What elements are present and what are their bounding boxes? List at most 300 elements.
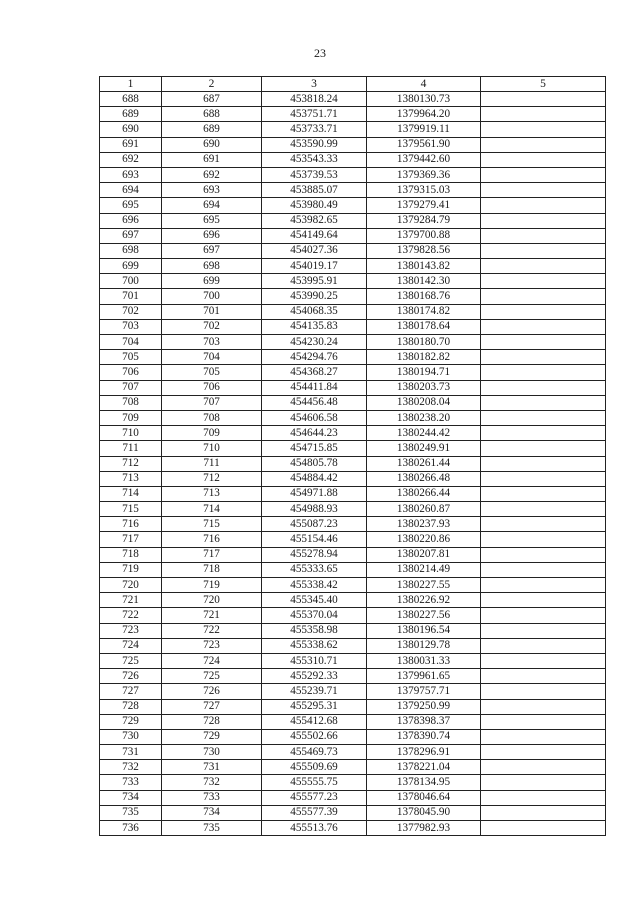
table-row bbox=[100, 243, 606, 258]
table-cell-col-2: 701 bbox=[162, 304, 262, 319]
table-cell-col-1: 733 bbox=[100, 775, 162, 790]
table-cell-col-3: 453590.99 bbox=[262, 137, 367, 152]
table-cell-col-2: 704 bbox=[162, 350, 262, 365]
table-cell-col-1: 701 bbox=[100, 289, 162, 304]
table-cell-col-5 bbox=[481, 122, 606, 137]
table-cell-col-5 bbox=[481, 365, 606, 380]
table-cell-col-4: 1378134.95 bbox=[367, 775, 481, 790]
table-cell-col-2: 693 bbox=[162, 183, 262, 198]
table-cell-col-3: 455087.23 bbox=[262, 517, 367, 532]
table-cell-col-5 bbox=[481, 137, 606, 152]
table-cell-col-1: 719 bbox=[100, 562, 162, 577]
table-cell-col-1: 731 bbox=[100, 745, 162, 760]
table-cell-col-5 bbox=[481, 532, 606, 547]
table-cell-col-4: 1379757.71 bbox=[367, 684, 481, 699]
table-row bbox=[100, 669, 606, 684]
table-row bbox=[100, 122, 606, 137]
table-cell-col-5 bbox=[481, 578, 606, 593]
table-cell-col-1: 691 bbox=[100, 137, 162, 152]
table-cell-col-1: 721 bbox=[100, 593, 162, 608]
table-cell-col-3: 455239.71 bbox=[262, 684, 367, 699]
table-cell-col-5 bbox=[481, 152, 606, 167]
table-cell-col-5 bbox=[481, 805, 606, 820]
table-cell-col-5 bbox=[481, 699, 606, 714]
table-cell-col-4: 1379961.65 bbox=[367, 669, 481, 684]
table-cell-col-2: 725 bbox=[162, 669, 262, 684]
table-cell-col-4: 1380226.92 bbox=[367, 593, 481, 608]
table-cell-col-3: 453751.71 bbox=[262, 107, 367, 122]
table-cell-col-4: 1380196.54 bbox=[367, 623, 481, 638]
table-row bbox=[100, 578, 606, 593]
table-cell-col-5 bbox=[481, 426, 606, 441]
table-cell-col-4: 1380031.33 bbox=[367, 653, 481, 668]
table-cell-col-1: 711 bbox=[100, 441, 162, 456]
table-cell-col-3: 455469.73 bbox=[262, 745, 367, 760]
table-cell-col-1: 706 bbox=[100, 365, 162, 380]
coordinates-table bbox=[99, 76, 606, 836]
table-cell-col-4: 1379700.88 bbox=[367, 228, 481, 243]
table-cell-col-2: 734 bbox=[162, 805, 262, 820]
table-cell-col-3: 453990.25 bbox=[262, 289, 367, 304]
table-cell-col-2: 705 bbox=[162, 365, 262, 380]
table-cell-col-4: 1380203.73 bbox=[367, 380, 481, 395]
table-cell-col-1: 693 bbox=[100, 167, 162, 182]
table-cell-col-5 bbox=[481, 198, 606, 213]
table-cell-col-2: 687 bbox=[162, 92, 262, 107]
table-cell-col-2: 723 bbox=[162, 638, 262, 653]
table-cell-col-3: 453982.65 bbox=[262, 213, 367, 228]
table-cell-col-3: 454988.93 bbox=[262, 502, 367, 517]
table-cell-col-3: 453995.91 bbox=[262, 274, 367, 289]
table-cell-col-1: 699 bbox=[100, 259, 162, 274]
table-cell-col-1: 689 bbox=[100, 107, 162, 122]
table-cell-col-5 bbox=[481, 471, 606, 486]
table-cell-col-5 bbox=[481, 183, 606, 198]
table-cell-col-2: 706 bbox=[162, 380, 262, 395]
column-header-4: 4 bbox=[367, 77, 481, 92]
table-row bbox=[100, 92, 606, 107]
table-cell-col-1: 718 bbox=[100, 547, 162, 562]
table-row bbox=[100, 304, 606, 319]
table-cell-col-5 bbox=[481, 289, 606, 304]
table-cell-col-4: 1380237.93 bbox=[367, 517, 481, 532]
table-row bbox=[100, 821, 606, 836]
table-cell-col-1: 736 bbox=[100, 821, 162, 836]
table-cell-col-5 bbox=[481, 608, 606, 623]
table-cell-col-2: 710 bbox=[162, 441, 262, 456]
table-cell-col-3: 454644.23 bbox=[262, 426, 367, 441]
table-cell-col-1: 700 bbox=[100, 274, 162, 289]
table-cell-col-4: 1380182.82 bbox=[367, 350, 481, 365]
table-cell-col-4: 1380227.56 bbox=[367, 608, 481, 623]
table-cell-col-3: 455358.98 bbox=[262, 623, 367, 638]
table-cell-col-1: 707 bbox=[100, 380, 162, 395]
table-cell-col-3: 453885.07 bbox=[262, 183, 367, 198]
table-cell-col-3: 455345.40 bbox=[262, 593, 367, 608]
table-cell-col-1: 714 bbox=[100, 486, 162, 501]
table-cell-col-1: 690 bbox=[100, 122, 162, 137]
table-cell-col-5 bbox=[481, 92, 606, 107]
table-row bbox=[100, 456, 606, 471]
table-cell-col-4: 1380214.49 bbox=[367, 562, 481, 577]
table-cell-col-5 bbox=[481, 760, 606, 775]
table-cell-col-3: 455370.04 bbox=[262, 608, 367, 623]
table-cell-col-3: 453543.33 bbox=[262, 152, 367, 167]
table-row bbox=[100, 167, 606, 182]
table-cell-col-4: 1380244.42 bbox=[367, 426, 481, 441]
table-cell-col-4: 1380168.76 bbox=[367, 289, 481, 304]
table-row bbox=[100, 198, 606, 213]
table-cell-col-5 bbox=[481, 714, 606, 729]
table-cell-col-2: 700 bbox=[162, 289, 262, 304]
table-cell-col-3: 455555.75 bbox=[262, 775, 367, 790]
table-cell-col-1: 717 bbox=[100, 532, 162, 547]
table-cell-col-4: 1380143.82 bbox=[367, 259, 481, 274]
table-cell-col-4: 1380238.20 bbox=[367, 410, 481, 425]
table-cell-col-1: 713 bbox=[100, 471, 162, 486]
table-cell-col-3: 455333.65 bbox=[262, 562, 367, 577]
table-cell-col-5 bbox=[481, 517, 606, 532]
table-cell-col-3: 454149.64 bbox=[262, 228, 367, 243]
table-cell-col-3: 455295.31 bbox=[262, 699, 367, 714]
table-cell-col-2: 688 bbox=[162, 107, 262, 122]
table-cell-col-4: 1380130.73 bbox=[367, 92, 481, 107]
table-cell-col-3: 455278.94 bbox=[262, 547, 367, 562]
table-cell-col-1: 728 bbox=[100, 699, 162, 714]
table-cell-col-4: 1380194.71 bbox=[367, 365, 481, 380]
table-cell-col-3: 454230.24 bbox=[262, 335, 367, 350]
table-cell-col-2: 732 bbox=[162, 775, 262, 790]
table-cell-col-3: 455577.39 bbox=[262, 805, 367, 820]
table-cell-col-1: 720 bbox=[100, 578, 162, 593]
table-cell-col-1: 725 bbox=[100, 653, 162, 668]
table-row bbox=[100, 137, 606, 152]
table-cell-col-3: 454805.78 bbox=[262, 456, 367, 471]
table-cell-col-4: 1379442.60 bbox=[367, 152, 481, 167]
table-cell-col-4: 1378398.37 bbox=[367, 714, 481, 729]
table-cell-col-2: 694 bbox=[162, 198, 262, 213]
table-cell-col-5 bbox=[481, 441, 606, 456]
table-cell-col-1: 710 bbox=[100, 426, 162, 441]
table-cell-col-3: 455513.76 bbox=[262, 821, 367, 836]
table-cell-col-2: 698 bbox=[162, 259, 262, 274]
table-cell-col-1: 695 bbox=[100, 198, 162, 213]
table-cell-col-5 bbox=[481, 350, 606, 365]
table-cell-col-3: 454715.85 bbox=[262, 441, 367, 456]
table-cell-col-3: 455338.42 bbox=[262, 578, 367, 593]
table-row bbox=[100, 365, 606, 380]
table-cell-col-2: 697 bbox=[162, 243, 262, 258]
table-row bbox=[100, 183, 606, 198]
table-cell-col-4: 1380260.87 bbox=[367, 502, 481, 517]
table-cell-col-5 bbox=[481, 821, 606, 836]
table-cell-col-2: 691 bbox=[162, 152, 262, 167]
table-row bbox=[100, 335, 606, 350]
table-cell-col-5 bbox=[481, 669, 606, 684]
table-row bbox=[100, 745, 606, 760]
table-cell-col-1: 692 bbox=[100, 152, 162, 167]
table-cell-col-4: 1380178.64 bbox=[367, 319, 481, 334]
table-row bbox=[100, 259, 606, 274]
table-cell-col-2: 711 bbox=[162, 456, 262, 471]
table-cell-col-4: 1378296.91 bbox=[367, 745, 481, 760]
table-cell-col-2: 716 bbox=[162, 532, 262, 547]
table-cell-col-3: 454068.35 bbox=[262, 304, 367, 319]
table-cell-col-1: 696 bbox=[100, 213, 162, 228]
table-cell-col-3: 453739.53 bbox=[262, 167, 367, 182]
table-cell-col-2: 730 bbox=[162, 745, 262, 760]
table-cell-col-4: 1378045.90 bbox=[367, 805, 481, 820]
table-row bbox=[100, 714, 606, 729]
table-cell-col-5 bbox=[481, 380, 606, 395]
table-cell-col-5 bbox=[481, 775, 606, 790]
table-cell-col-5 bbox=[481, 502, 606, 517]
table-row bbox=[100, 790, 606, 805]
table-cell-col-4: 1380227.55 bbox=[367, 578, 481, 593]
table-row bbox=[100, 608, 606, 623]
table-row bbox=[100, 319, 606, 334]
table-cell-col-3: 455412.68 bbox=[262, 714, 367, 729]
table-cell-col-3: 454971.88 bbox=[262, 486, 367, 501]
table-cell-col-4: 1380266.44 bbox=[367, 486, 481, 501]
table-cell-col-5 bbox=[481, 395, 606, 410]
table-cell-col-2: 721 bbox=[162, 608, 262, 623]
table-cell-col-2: 722 bbox=[162, 623, 262, 638]
table-cell-col-5 bbox=[481, 638, 606, 653]
table-cell-col-2: 712 bbox=[162, 471, 262, 486]
table-row bbox=[100, 410, 606, 425]
table-cell-col-2: 726 bbox=[162, 684, 262, 699]
table-cell-col-4: 1380180.70 bbox=[367, 335, 481, 350]
table-row bbox=[100, 380, 606, 395]
table-cell-col-1: 716 bbox=[100, 517, 162, 532]
table-cell-col-2: 713 bbox=[162, 486, 262, 501]
table-cell-col-4: 1379561.90 bbox=[367, 137, 481, 152]
table-cell-col-5 bbox=[481, 243, 606, 258]
table-cell-col-2: 708 bbox=[162, 410, 262, 425]
table-cell-col-3: 454884.42 bbox=[262, 471, 367, 486]
table-cell-col-2: 690 bbox=[162, 137, 262, 152]
table-cell-col-2: 707 bbox=[162, 395, 262, 410]
table-cell-col-2: 720 bbox=[162, 593, 262, 608]
table-cell-col-5 bbox=[481, 335, 606, 350]
table-cell-col-2: 695 bbox=[162, 213, 262, 228]
table-cell-col-5 bbox=[481, 623, 606, 638]
table-row bbox=[100, 517, 606, 532]
table-cell-col-5 bbox=[481, 228, 606, 243]
table-cell-col-3: 455310.71 bbox=[262, 653, 367, 668]
table-cell-col-5 bbox=[481, 213, 606, 228]
table-cell-col-3: 454294.76 bbox=[262, 350, 367, 365]
table-cell-col-3: 455577.23 bbox=[262, 790, 367, 805]
table-cell-col-2: 731 bbox=[162, 760, 262, 775]
table-row bbox=[100, 395, 606, 410]
table-row bbox=[100, 274, 606, 289]
table-cell-col-1: 697 bbox=[100, 228, 162, 243]
table-cell-col-1: 703 bbox=[100, 319, 162, 334]
table-cell-col-3: 455292.33 bbox=[262, 669, 367, 684]
table-cell-col-4: 1379250.99 bbox=[367, 699, 481, 714]
table-cell-col-5 bbox=[481, 562, 606, 577]
table-cell-col-4: 1380129.78 bbox=[367, 638, 481, 653]
table-cell-col-1: 708 bbox=[100, 395, 162, 410]
table-cell-col-4: 1378046.64 bbox=[367, 790, 481, 805]
table-row bbox=[100, 471, 606, 486]
table-row bbox=[100, 441, 606, 456]
table-cell-col-4: 1380220.86 bbox=[367, 532, 481, 547]
table-cell-col-2: 735 bbox=[162, 821, 262, 836]
table-cell-col-1: 715 bbox=[100, 502, 162, 517]
table-cell-col-2: 733 bbox=[162, 790, 262, 805]
table-cell-col-4: 1379828.56 bbox=[367, 243, 481, 258]
table-cell-col-3: 453818.24 bbox=[262, 92, 367, 107]
table-cell-col-4: 1379919.11 bbox=[367, 122, 481, 137]
table-cell-col-4: 1378390.74 bbox=[367, 729, 481, 744]
table-row bbox=[100, 228, 606, 243]
table-cell-col-5 bbox=[481, 167, 606, 182]
table-row bbox=[100, 486, 606, 501]
table-cell-col-4: 1379964.20 bbox=[367, 107, 481, 122]
table-cell-col-3: 454368.27 bbox=[262, 365, 367, 380]
table-cell-col-2: 728 bbox=[162, 714, 262, 729]
table-cell-col-4: 1377982.93 bbox=[367, 821, 481, 836]
table-cell-col-4: 1380261.44 bbox=[367, 456, 481, 471]
table-cell-col-4: 1379369.36 bbox=[367, 167, 481, 182]
table-row bbox=[100, 699, 606, 714]
page-number: 23 bbox=[314, 46, 326, 60]
table-cell-col-5 bbox=[481, 410, 606, 425]
table-cell-col-2: 689 bbox=[162, 122, 262, 137]
table-cell-col-1: 726 bbox=[100, 669, 162, 684]
table-cell-col-5 bbox=[481, 745, 606, 760]
table-cell-col-5 bbox=[481, 790, 606, 805]
table-cell-col-1: 724 bbox=[100, 638, 162, 653]
table-cell-col-5 bbox=[481, 107, 606, 122]
table-cell-col-3: 454135.83 bbox=[262, 319, 367, 334]
table-cell-col-1: 730 bbox=[100, 729, 162, 744]
column-header-5: 5 bbox=[481, 77, 606, 92]
table-cell-col-1: 732 bbox=[100, 760, 162, 775]
table-row bbox=[100, 213, 606, 228]
table-cell-col-2: 715 bbox=[162, 517, 262, 532]
table-cell-col-5 bbox=[481, 547, 606, 562]
table-cell-col-1: 704 bbox=[100, 335, 162, 350]
table-cell-col-5 bbox=[481, 653, 606, 668]
table-row bbox=[100, 638, 606, 653]
table-row bbox=[100, 593, 606, 608]
table-cell-col-4: 1380266.48 bbox=[367, 471, 481, 486]
table-cell-col-2: 714 bbox=[162, 502, 262, 517]
table-row bbox=[100, 107, 606, 122]
table-cell-col-3: 455338.62 bbox=[262, 638, 367, 653]
table-cell-col-2: 696 bbox=[162, 228, 262, 243]
table-cell-col-2: 719 bbox=[162, 578, 262, 593]
table-cell-col-5 bbox=[481, 593, 606, 608]
table-cell-col-1: 735 bbox=[100, 805, 162, 820]
table-cell-col-3: 455502.66 bbox=[262, 729, 367, 744]
table-row bbox=[100, 426, 606, 441]
table-cell-col-4: 1378221.04 bbox=[367, 760, 481, 775]
table-cell-col-2: 717 bbox=[162, 547, 262, 562]
table-row bbox=[100, 547, 606, 562]
column-header-1: 1 bbox=[100, 77, 162, 92]
table-row bbox=[100, 623, 606, 638]
table-cell-col-1: 729 bbox=[100, 714, 162, 729]
table-cell-col-1: 688 bbox=[100, 92, 162, 107]
table-cell-col-2: 699 bbox=[162, 274, 262, 289]
table-cell-col-3: 454606.58 bbox=[262, 410, 367, 425]
table-row bbox=[100, 653, 606, 668]
table-row bbox=[100, 152, 606, 167]
table-cell-col-4: 1380142.30 bbox=[367, 274, 481, 289]
table-row bbox=[100, 532, 606, 547]
table-cell-col-4: 1380249.91 bbox=[367, 441, 481, 456]
table-cell-col-2: 718 bbox=[162, 562, 262, 577]
table-cell-col-4: 1380174.82 bbox=[367, 304, 481, 319]
table-cell-col-5 bbox=[481, 456, 606, 471]
table-cell-col-4: 1379284.79 bbox=[367, 213, 481, 228]
table-cell-col-5 bbox=[481, 304, 606, 319]
table-cell-col-1: 694 bbox=[100, 183, 162, 198]
column-header-3: 3 bbox=[262, 77, 367, 92]
table-cell-col-2: 702 bbox=[162, 319, 262, 334]
table-row bbox=[100, 729, 606, 744]
table-cell-col-1: 722 bbox=[100, 608, 162, 623]
table-cell-col-2: 703 bbox=[162, 335, 262, 350]
table-header-row bbox=[100, 77, 606, 92]
table-cell-col-4: 1379279.41 bbox=[367, 198, 481, 213]
table-cell-col-2: 709 bbox=[162, 426, 262, 441]
table-cell-col-3: 455154.46 bbox=[262, 532, 367, 547]
table-cell-col-1: 734 bbox=[100, 790, 162, 805]
table-row bbox=[100, 775, 606, 790]
table-cell-col-5 bbox=[481, 684, 606, 699]
table-cell-col-2: 692 bbox=[162, 167, 262, 182]
table-cell-col-3: 453733.71 bbox=[262, 122, 367, 137]
table-cell-col-5 bbox=[481, 274, 606, 289]
table-cell-col-3: 454456.48 bbox=[262, 395, 367, 410]
table-row bbox=[100, 562, 606, 577]
table-row bbox=[100, 760, 606, 775]
table-cell-col-3: 454411.84 bbox=[262, 380, 367, 395]
table-cell-col-1: 712 bbox=[100, 456, 162, 471]
table-cell-col-1: 698 bbox=[100, 243, 162, 258]
table-cell-col-1: 723 bbox=[100, 623, 162, 638]
table-cell-col-2: 724 bbox=[162, 653, 262, 668]
table-cell-col-4: 1380207.81 bbox=[367, 547, 481, 562]
table-body bbox=[100, 92, 606, 836]
table-cell-col-5 bbox=[481, 729, 606, 744]
table-cell-col-1: 709 bbox=[100, 410, 162, 425]
table-row bbox=[100, 805, 606, 820]
table-cell-col-2: 727 bbox=[162, 699, 262, 714]
table-cell-col-5 bbox=[481, 319, 606, 334]
table-cell-col-1: 705 bbox=[100, 350, 162, 365]
table-cell-col-3: 454027.36 bbox=[262, 243, 367, 258]
table-cell-col-1: 702 bbox=[100, 304, 162, 319]
table-row bbox=[100, 289, 606, 304]
table-cell-col-4: 1380208.04 bbox=[367, 395, 481, 410]
column-header-2: 2 bbox=[162, 77, 262, 92]
table-row bbox=[100, 684, 606, 699]
table-cell-col-3: 455509.69 bbox=[262, 760, 367, 775]
table-cell-col-5 bbox=[481, 259, 606, 274]
table-row bbox=[100, 350, 606, 365]
table-cell-col-3: 454019.17 bbox=[262, 259, 367, 274]
table-cell-col-5 bbox=[481, 486, 606, 501]
table-cell-col-4: 1379315.03 bbox=[367, 183, 481, 198]
table-row bbox=[100, 502, 606, 517]
